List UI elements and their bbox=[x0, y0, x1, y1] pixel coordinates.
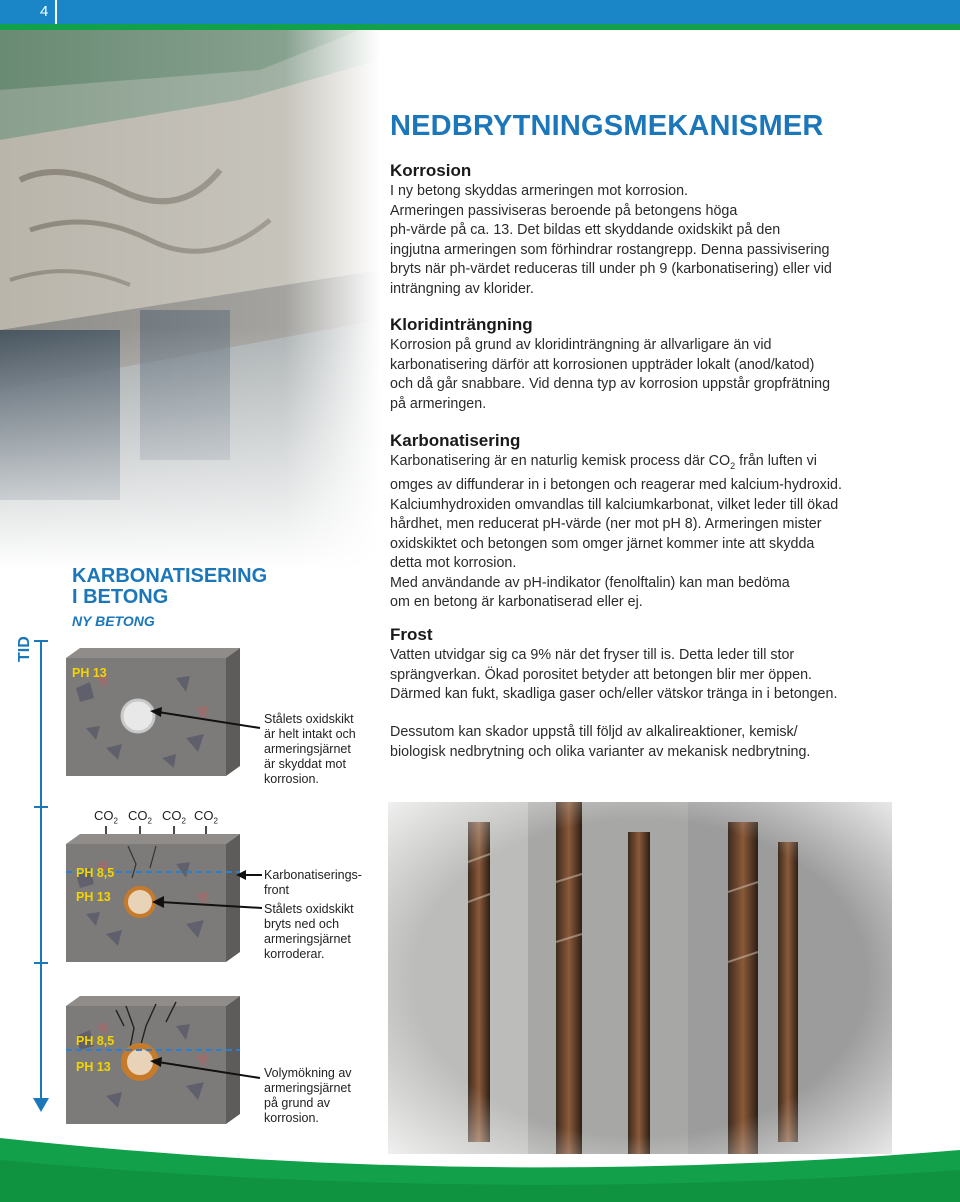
body-line: Vatten utvidgar sig ca 9% när det fryser till is. Detta leder till stor bbox=[390, 647, 795, 663]
time-axis-arrow-icon bbox=[33, 1098, 49, 1112]
diagram-title: KARBONATISERING I BETONG bbox=[72, 565, 268, 608]
body-line: Kalciumhydroxiden omvandlas till kalciumkarbonat, vilket leder till ökad bbox=[390, 496, 839, 513]
co2-label: $CO_2$ bbox=[162, 808, 186, 826]
section-karbonatisering bbox=[390, 430, 930, 613]
body-line: detta mot korrosion. bbox=[390, 555, 517, 572]
body-line: Armeringen passiviseras beroende på betongens höga bbox=[390, 202, 738, 219]
header-bar bbox=[0, 0, 960, 24]
time-axis-tick bbox=[34, 806, 48, 808]
body-line: och då går snabbare. Vid denna typ av korrosion uppstår gropfrätning bbox=[390, 376, 831, 392]
section-other-damage bbox=[390, 723, 930, 762]
page-title: NEDBRYTNINGSMEKANISMER bbox=[390, 110, 824, 142]
body-line: Karbonatisering är en naturlig kemisk process där $CO_2$ från luften vi bbox=[390, 453, 817, 471]
page-number: 4 bbox=[40, 3, 49, 20]
section-kloridintrangning bbox=[390, 314, 930, 414]
balcony-damage-photo bbox=[0, 30, 380, 570]
stage-2-caption: Stålets oxidskikt bryts ned och armeringsjärnet korroderar. bbox=[264, 902, 354, 961]
ph-label: PH 13 bbox=[76, 1060, 111, 1074]
pointer-arrow-icon bbox=[236, 868, 264, 882]
body-line: hårdhet, men reducerat pH-värde (ner mot pH 8). Armeringen mister bbox=[390, 516, 822, 533]
page-number-divider bbox=[55, 0, 57, 24]
ph-label: PH 13 bbox=[76, 890, 111, 904]
section-korrosion bbox=[390, 160, 930, 299]
co2-label: $CO_2$ bbox=[128, 808, 152, 826]
body-line: Därmed kan fukt, skadliga gaser och/eller vätskor tränga in i betongen. bbox=[390, 686, 838, 702]
diagram-subtitle: NY BETONG bbox=[72, 613, 155, 629]
body-line: Korrosion på grund av kloridinträngning är allvarligare än vid bbox=[390, 337, 772, 353]
body-line: om en betong är karbonatiserad eller ej. bbox=[390, 594, 643, 611]
stage-3-caption: Volymökning av armeringsjärnet på grund av korrosion. bbox=[264, 1066, 352, 1125]
rusted-rebar-photo bbox=[388, 802, 892, 1154]
section-heading: Karbonatisering bbox=[390, 431, 521, 450]
section-frost bbox=[390, 624, 930, 705]
pointer-arrow-icon bbox=[152, 896, 264, 916]
co2-label: $CO_2$ bbox=[94, 808, 118, 826]
time-axis-tick bbox=[34, 962, 48, 964]
body-line: I ny betong skyddas armeringen mot korrosion. bbox=[390, 183, 689, 199]
body-line: bryts när ph-värdet reduceras till under ph 9 (karbonatisering) eller vid bbox=[390, 261, 832, 277]
body-line: sprängverkan. Ökad porositet betyder att betongen blir mer öppen. bbox=[390, 666, 813, 683]
body-line: inträngning av klorider. bbox=[390, 280, 534, 297]
time-axis-label: TID bbox=[16, 636, 33, 662]
body-line: Dessutom kan skador uppstå till följd av alkalireaktioner, kemisk/ bbox=[390, 724, 798, 740]
body-line: Med användande av pH-indikator (fenolftalin) kan man bedöma bbox=[390, 574, 790, 591]
time-axis-tick bbox=[34, 640, 48, 642]
pointer-arrow-icon bbox=[150, 706, 262, 736]
body-line: omges av diffunderar in i betongen och reagerar med kalcium-hydroxid. bbox=[390, 477, 842, 494]
ph-label: PH 13 bbox=[72, 666, 107, 680]
stage-1-caption: Stålets oxidskikt är helt intakt och armeringsjärnet är skyddat mot korrosion. bbox=[264, 712, 356, 786]
body-line: ingjutna armeringen som förhindrar rostangrepp. Denna passivisering bbox=[390, 241, 830, 258]
footer-wave bbox=[0, 1130, 960, 1202]
body-line: ph-värde på ca. 13. Det bildas ett skyddande oxidskikt på den bbox=[390, 222, 781, 238]
ph-label: PH 8,5 bbox=[76, 866, 115, 880]
carbonation-front-caption: Karbonatiserings- front bbox=[264, 868, 362, 897]
pointer-arrow-icon bbox=[150, 1056, 262, 1084]
ph-label: PH 8,5 bbox=[76, 1034, 115, 1048]
body-line: biologisk nedbrytning och olika varianter av mekanisk nedbrytning. bbox=[390, 743, 811, 760]
time-axis bbox=[40, 640, 42, 1106]
co2-label: $CO_2$ bbox=[194, 808, 218, 826]
body-line: på armeringen. bbox=[390, 395, 487, 412]
section-heading: Frost bbox=[390, 625, 433, 644]
body-line: karbonatisering därför att korrosionen uppträder lokalt (anod/katod) bbox=[390, 356, 815, 373]
section-heading: Kloridinträngning bbox=[390, 315, 533, 334]
body-line: oxidskiktet och betongen som omger järnet kommer inte att skydda bbox=[390, 535, 815, 552]
section-heading: Korrosion bbox=[390, 161, 472, 180]
